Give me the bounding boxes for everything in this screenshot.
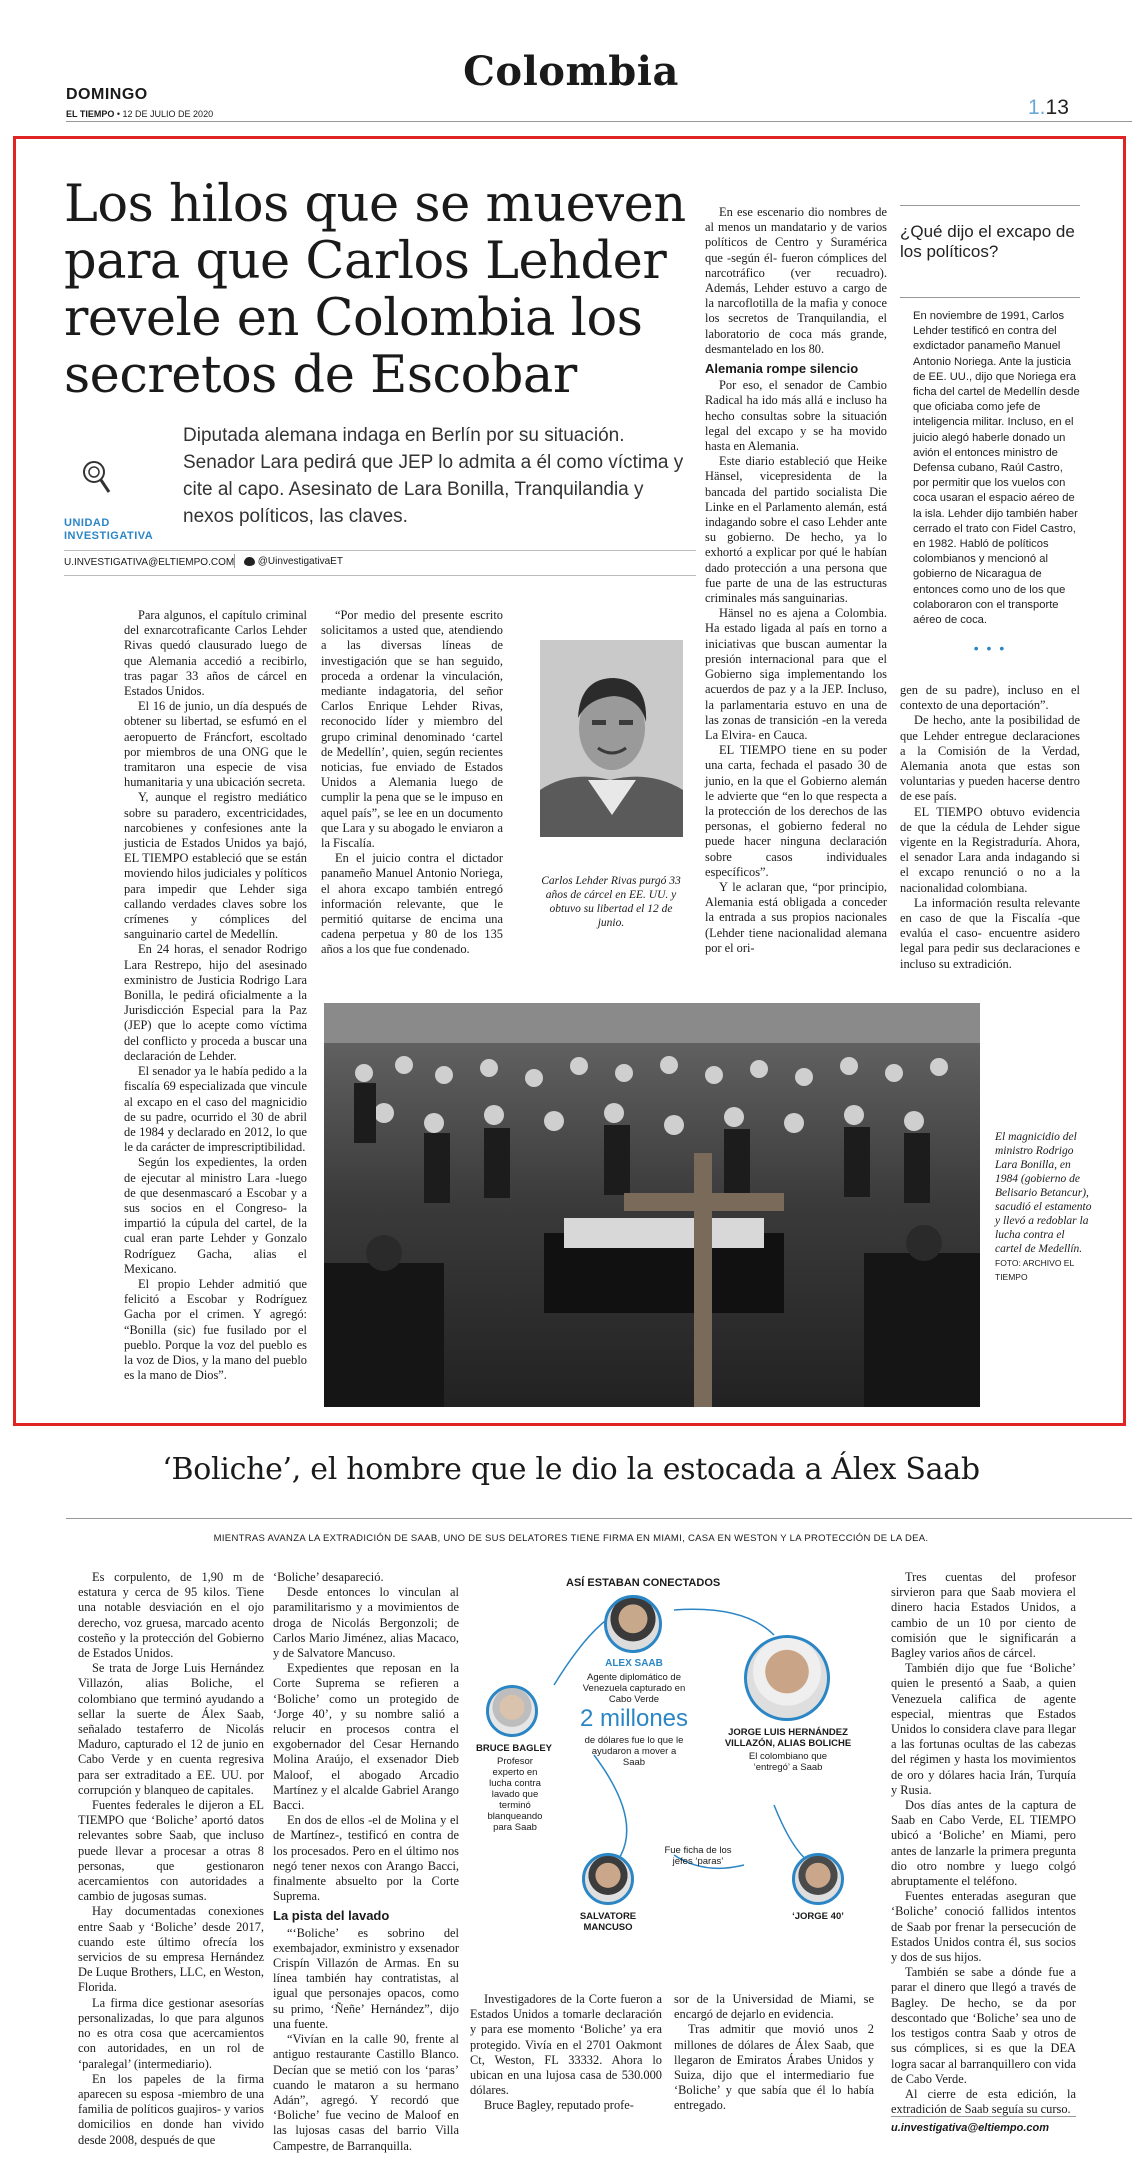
story2-email-rule (891, 2116, 1076, 2117)
paragraph: En dos de ellos -el de Molina y el de Martínez-, testificó en contra de los procesados. Pero en el último nos negó tener nexos con Arango Bacci, finalmente absuelto por la Corte Suprema. (273, 1813, 459, 1904)
page-prefix: 1. (1028, 96, 1046, 119)
byline-sep (234, 554, 235, 568)
story2-rule (66, 1518, 1132, 1519)
paragraph: Expedientes que reposan en la Corte Suprema se refieren a ‘Boliche’ como un protegido de ‘Jorge 40’, y su nombre salió a relucir en procesos contra el exgobernador del Cesar Hernando Molina Araújo, el exsenador Dieb Maloof, el abogado Arcadio Martínez y el alcalde Gabriel Arango Bacci. (273, 1661, 459, 1813)
mancuso-name: SALVATORE MANCUSO (579, 1911, 637, 1933)
paragraph: En el juicio contra el dictador panameño Manuel Antonio Noriega, el ahora excapo también entregó información relevante, que le permitió quitarse de encima una cadena perpetua y 80 de los 135 años a los que fue condenado. (321, 851, 503, 957)
bagley-name: BRUCE BAGLEY (475, 1743, 552, 1754)
story1-headline: Los hilos que se mueven para que Carlos Lehder revele en Colombia los secretos de Escobar (64, 175, 686, 405)
paragraph: También se sabe a dónde fue a parar el dinero que llegó a través de Bagley. De hecho, se da por descontado que ‘Boliche’ sea uno de los testigos contra Saab y otros de sus cómplices, si es que la DEA logra sacar al barranquillero con vida de Cabo Verde. (891, 1965, 1076, 2086)
paragraph: Y le aclaran que, “por principio, Alemania está obligada a conceder la entrada a sus propios nacionales (Lehder tiene nacionalidad alemana por el ori- (705, 879, 887, 955)
sidebar-text: En noviembre de 1991, Carlos Lehder testificó en contra del exdictador panameño Manuel Antonio Noriega. Ante la justicia de EE. UU., dijo que Noriega era ficha del cartel de Medellín desde que oficiaba como jefe de inteligencia militar. Incluso, en el juicio alegó haberle donado un avión el entonces ministro de Defensa cubano, Raúl Castro, por permitir que los vuelos con coca usaran el espacio aéreo de la isla. Lehder dijo también haber cerrado el trato con Fidel Castro, en 1982. Habló de políticos colombianos y mencionó al gobierno de Nicaragua de entonces como uno de los que colaboraron con el transporte aéreo de coca. (913, 310, 1080, 627)
graphic-title: ASÍ ESTABAN CONECTADOS (566, 1577, 721, 1589)
paragraph: Hänsel no es ajena a Colombia. Ha estado ligada al país en torno a iniciativas que buscan aumentar la presión internacional para que el Gobierno siga implementando los acuerdos de paz y a la JEP. Incluso, la parlamentaria estuvo en una de las zonas de transición -en la vereda La Elvira- en Cauca. (705, 606, 887, 742)
paragraph: Hay documentadas conexiones entre Saab y ‘Boliche’ desde 2017, cuando este último ofrecía los servicios de su empresa Hernández De Luque Brothers, LLC, en Weston, Florida. (78, 1904, 264, 1995)
story2-col4 (891, 1570, 1076, 2117)
amount-desc: de dólares fue lo que le ayudaron a mover a Saab (584, 1735, 684, 1768)
paragraph: sor de la Universidad de Miami, se encargó de dejarlo en evidencia. (674, 1992, 874, 2022)
paragraph: Por eso, el senador de Cambio Radical ha ido más allá e incluso ha hecho consultas sobre la situación legal del excapo y se ha movido hasta en Alemania. (705, 378, 887, 454)
paragraph: Fuentes enteradas aseguran que ‘Boliche’ conoció fallidos intentos de Saab por frenar la persecución de Estados Unidos contra él, sus socios y dos de sus hijos. (891, 1889, 1076, 1965)
paragraph: El propio Lehder admitió que felicitó a Escobar y Rodríguez Gacha por el crimen. Y agregó: “Bonilla (sic) fue fusilado por el pueblo. Porque la voz del pueblo es la voz de Dios, y la mano del pueblo es la mano de Dios”. (124, 1276, 307, 1383)
paragraph: Según los expedientes, la orden de ejecutar al ministro Lara -luego de que desenmascaró a Escobar y a sus socios en el Congreso- la impartió la cúpula del cartel, de la cual eran parte Lehder y Gonzalo Rodríguez Gacha, alias el Mexicano. (124, 1155, 307, 1276)
boliche-desc: El colombiano que ‘entregó’ a Saab (748, 1751, 828, 1773)
page-number (1028, 96, 1069, 120)
paragraph: Dos días antes de la captura de Saab en Cabo Verde, EL TIEMPO ubicó a ‘Boliche’ en Miami, pero antes de lanzarle la primera pregunta dio otro nombre y luego colgó abruptamente el teléfono. (891, 1798, 1076, 1889)
paper-brand: EL TIEMPO (66, 109, 115, 119)
paragraph: La información resulta relevante en caso de que la Fiscalía -que evalúa el caso- encuentre asidero legal para pedir sus declaraciones e incluso su extradición. (900, 895, 1080, 971)
funeral-credit: FOTO: ARCHIVO EL TIEMPO (995, 1258, 1074, 1282)
jorge40-avatar (792, 1853, 844, 1905)
funeral-photo (324, 1003, 980, 1407)
day-label: DOMINGO (66, 86, 148, 103)
story2-kicker: MIENTRAS AVANZA LA EXTRADICIÓN DE SAAB, UNO DE SUS DELATORES TIENE FIRMA EN MIAMI, CASA EN WESTON Y LA PROTECCIÓN DE LA DEA. (213, 1533, 929, 1544)
paragraph: Para algunos, el capítulo criminal del exnarcotraficante Carlos Lehder Rivas quedó clausurado luego de que Alemania accedió a recibirlo, tras pagar 33 años de cárcel en Estados Unidos. (124, 608, 307, 699)
story2-col3b (674, 1992, 874, 2114)
sidebar-title: ¿Qué dijo el excapo de los políticos? (900, 222, 1075, 261)
funeral-illustration (324, 1003, 980, 1407)
paragraph: Al cierre de esta edición, la extradición de Saab seguía su curso. (891, 2086, 1076, 2117)
paragraph: También dijo que fue ‘Boliche’ quien le presentó a Saab, a quien Venezuela califica de agente especial, mientras que Estados Unidos lo considera clave para llegar a las fortunas ocultas de las cabezas del régimen y hasta los movimientos de oro y dólares hacia Irán, Turquía y Rusia. (891, 1661, 1076, 1797)
funeral-caption-text: El magnicidio del ministro Rodrigo Lara Bonilla, en 1984 (gobierno de Belisario Betancur), sacudió el estamento y llevó a redoblar la lucha contra el cartel de Medellín. (995, 1131, 1092, 1255)
story1-col1 (124, 608, 307, 1383)
header-rule (66, 121, 1132, 122)
paragraph: EL TIEMPO obtuvo evidencia de que la cédula de Lehder sigue vigente en la Registraduría. Ahora, el senador Lara anda indagando si el excapo renunció o no a la nacionalidad colombiana. (900, 804, 1080, 895)
page-num: 13 (1045, 96, 1069, 119)
paragraph: Tras admitir que movió unos 2 millones de dólares de Álex Saab, que llegaron de Emiratos Árabes Unidos y Suiza, dijo que el intermediario fue ‘Boliche’ y que sabía que él lo había entregado. (674, 2022, 874, 2113)
paragraph: “Por medio del presente escrito solicitamos a usted que, atendiendo a las diversas líneas de investigación que se han seguido, proceda a ordenar la vinculación, mediante indagatoria, del señor Carlos Enrique Lehder Rivas, reconocido líder y miembro del grupo criminal denominado ‘cartel de Medellín’, quien, según recientes noticias, fue enviado de Estados Unidos a Alemania luego de cumplir la pena que se le impuso en aquel país”, se lee en un documento que Lara y su abogado le enviaron a la Fiscalía. (321, 608, 503, 851)
story2-col2 (273, 1570, 459, 2154)
sidebar-rule (900, 297, 1080, 298)
story1-deck: Diputada alemana indaga en Berlín por su situación. Senador Lara pedirá que JEP lo admita a él como víctima y cite al capo. Asesinato de Lara Bonilla, Tranquilandia y nexos políticos, las claves. (183, 425, 684, 527)
unit-name (64, 517, 153, 543)
bagley-desc: Profesor experto en lucha contra lavado que terminó blanqueando para Saab (487, 1756, 543, 1833)
portrait-illustration (540, 640, 683, 837)
connections-graphic (474, 1565, 882, 1965)
section-title: Colombia (463, 48, 679, 95)
subhead-alemania: Alemania rompe silencio (705, 361, 859, 377)
paragraph: En los papeles de la firma aparecen su esposa -miembro de una familia de políticos guajiros- y varios domicilios en donde han vivido desde 2008, después de que (78, 2071, 264, 2147)
paragraph: Este diario estableció que Heike Hänsel, vicepresidenta de la bancada del partido socialista Die Linke en el Parlamento alemán, está indagando sobre el caso Lehder ante su gobierno. De hecho, ya lo exhortó a explicar por qué le habían dado protección a una persona que fue parte de una de las estructuras criminales más sanguinarias. (705, 454, 887, 606)
paragraph: Y, aunque el registro mediático sobre su paradero, excentricidades, narcobienes y confesiones ante la justicia de Estados Unidos ya bajó, EL TIEMPO estableció que se están moviendo hilos judiciales y políticos para impedir que Lehder siga callando verdades claves sobre los crímenes y cómplices del sanguinario cartel de Medellín. (124, 790, 307, 942)
mancuso-avatar (582, 1853, 634, 1905)
lehder-caption: Carlos Lehder Rivas purgó 33 años de cárcel en EE. UU. y obtuvo su libertad el 12 de junio. (541, 875, 681, 929)
saab-avatar (604, 1595, 662, 1653)
story2-col3a (470, 1992, 662, 2114)
subhead-lavado: La pista del lavado (273, 1908, 390, 1924)
sidebar-rule-top (900, 205, 1080, 206)
paragraph: ‘Boliche’ desapareció. (273, 1570, 384, 1584)
lehder-photo (540, 640, 683, 837)
twitter-handle: @UinvestigativaET (257, 556, 343, 567)
byline-rule-bottom (64, 575, 696, 576)
paragraph: Desde entonces lo vinculan al paramilitarismo y a movimientos de droga de Nicolás Bergonzoli; de Carlos Mario Jiménez, alias Macaco, y de Salvatore Mancuso. (273, 1585, 459, 1661)
issue-date: 12 DE JULIO DE 2020 (122, 109, 214, 119)
paragraph: “Vivían en la calle 90, frente al antiguo restaurante Castillo Blanco. Decían que se metió con los ‘paras’ cuando le mataron a su hermano Adán”, agregó. Y recordó que ‘Boliche’ fue vecino de Maloof en las lujosas casas del barrio Villa Campestre, de Barranquilla. (273, 2032, 459, 2153)
story1-col3 (705, 205, 887, 956)
date-line: EL TIEMPO • 12 DE JULIO DE 2020 (66, 109, 214, 119)
paragraph: Se trata de Jorge Luis Hernández Villazón, alias Boliche, el colombiano que terminó ayudando a sellar la suerte de Álex Saab, señalado testaferro de Nicolás Maduro, capturado el 12 de junio en Cabo Verde y en cuenta regresiva para ser extraditado a EE. UU. por corrupción y blanqueo de capitales. (78, 1661, 264, 1797)
magnifier-icon (80, 460, 112, 500)
paragraph: gen de su padre), incluso en el contexto de una deportación”. (900, 683, 1080, 713)
paragraph: La firma dice gestionar asesorías personalizadas, lo que para algunos no es otra cosa que acercamientos con autoridades, en un rol de ‘paralegal’ (intermediario). (78, 1995, 264, 2071)
story1-email[interactable]: U.INVESTIGATIVA@ELTIEMPO.COM (64, 557, 235, 568)
boliche-avatar (744, 1635, 830, 1721)
saab-desc: Agente diplomático de Venezuela capturado en Cabo Verde (582, 1672, 686, 1705)
jorge40-name: ‘JORGE 40’ (792, 1911, 844, 1922)
byline-rule (64, 550, 696, 551)
paragraph: EL TIEMPO tiene en su poder una carta, fechada el pasado 30 de junio, en la que el Gobierno alemán le advierte que “en lo que respecta a la protección de los derechos de las personas, el gobierno federal no puede hacer ninguna declaración sobre casos individuales específicos”. (705, 743, 887, 879)
boliche-name: JORGE LUIS HERNÁNDEZ VILLAZÓN, ALIAS BOLICHE (724, 1727, 852, 1749)
sidebar-dots: • • • (973, 640, 1007, 656)
story2-headline: ‘Boliche’, el hombre que le dio la estocada a Álex Saab (162, 1452, 980, 1487)
story2-email[interactable]: u.investigativa@eltiempo.com (891, 2122, 1050, 2134)
paragraph: Bruce Bagley, reputado profe- (484, 2098, 634, 2113)
paragraph: El 16 de junio, un día después de obtener su libertad, se esfumó en el aeropuerto de Fráncfort, escoltado por miembros de una ONG que le tramitaron una especie de visa humanitaria y una ubicación secreta. (124, 699, 307, 790)
paras-note: Fue ficha de los jefes ‘paras’ (664, 1845, 732, 1867)
funeral-caption (995, 1130, 1093, 1284)
bagley-avatar (486, 1685, 538, 1737)
paragraph: Fuentes federales le dijeron a EL TIEMPO que ‘Boliche’ aportó datos relevantes sobre Saab, que incluso puede llevar a procesar a otras 8 personas, que gestionaron acercamientos con autoridades a cambio de jugosas sumas. (78, 1798, 264, 1904)
paragraph: “‘Boliche’ es sobrino del exembajador, exministro y exsenador Crispín Villazón de Armas. En su línea también hay contratistas, al igual que personajes opacos, como su primo, ‘Ñeñe’ Hernández”, dijo una fuente. (273, 1925, 459, 2031)
story1-col4 (900, 683, 1080, 972)
saab-name: ALEX SAAB (605, 1658, 663, 1669)
story1-twitter[interactable] (244, 556, 343, 567)
unit-line2: INVESTIGATIVA (64, 530, 154, 542)
story1-col2 (321, 608, 503, 958)
paragraph: Investigadores de la Corte fueron a Estados Unidos a tomarle declaración y para ese momento ‘Boliche’ ya era protegido. Vivía en el 2701 Oakmont Ct, Weston, FL 33332. Ahora lo ubican en una lujosa casa de 530.000 dólares. (470, 1992, 662, 2098)
amount-value: 2 millones (579, 1705, 689, 1732)
paragraph: Es corpulento, de 1,90 m de estatura y cerca de 95 kilos. Tiene una notable desviación en el ojo derecho, voz gruesa, marcado acento costeño y la protección del Gobierno de Estados Unidos. (78, 1570, 264, 1661)
twitter-icon (244, 557, 255, 566)
paragraph: En ese escenario dio nombres de al menos un mandatario y de varios políticos de Centro y Suramérica que -según él- fueron cómplices del narcotráfico (ver recuadro). Además, Lehder estuvo a cargo de la narcoflotilla de la mafia y conoce los secretos de Tranquilandia, el laboratorio de coca más grande, desmantelado en los 80. (705, 205, 887, 356)
unit-line1: UNIDAD (64, 517, 110, 529)
story2-col1 (78, 1570, 264, 2148)
paragraph: En 24 horas, el senador Rodrigo Lara Restrepo, hijo del asesinado exministro de Justicia Rodrigo Lara Bonilla, le pedirá oficialmente a la Jurisdicción Especial para la Paz (JEP) que lo acepte como víctima del conflicto y proceda a buscar una declaración de Lehder. (124, 942, 307, 1063)
paragraph: Tres cuentas del profesor sirvieron para que Saab moviera el dinero hacia Estados Unidos, a cambio de un 10 por ciento de comisión que le significarán a Bagley varios años de cárcel. (891, 1570, 1076, 1661)
paragraph: De hecho, ante la posibilidad de que Lehder entregue declaraciones a la Comisión de la Verdad, Alemania anota que estas son voluntarias y pueden hacerse dentro de ese país. (900, 713, 1080, 804)
paragraph: El senador ya le había pedido a la fiscalía 69 especializada que vincule al excapo en el caso del magnicidio de su padre, ocurrido el 30 de abril de 1984 y declarado en 2012, lo que le da carácter de imprescriptibilidad. (124, 1064, 307, 1155)
